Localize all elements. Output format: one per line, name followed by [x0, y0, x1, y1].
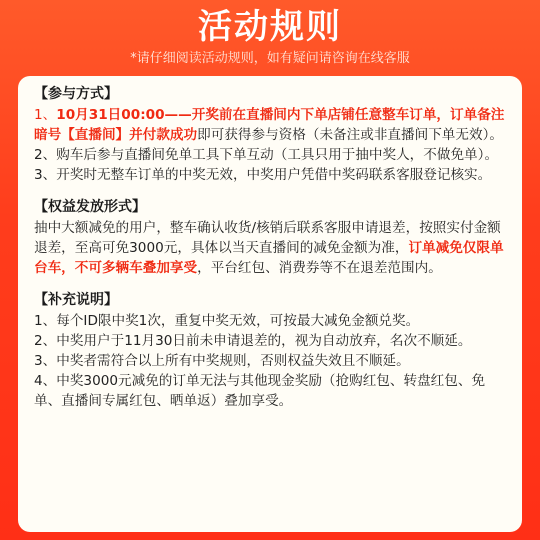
benefits-section [34, 197, 508, 278]
benefits-text-prefix: 抽中大额减免的用户，整车确认收货/核销后联系客服申请退差，按照实付金额退差，至高可免3000元，具体以当天直播间的减免金额为准， [34, 220, 501, 256]
supplement-item-4: 4、中奖3000元减免的订单无法与其他现金奖励（抢购红包、转盘红包、免单、直播间专属红包、晒单返）叠加享受。 [34, 373, 486, 409]
supplement-item-2: 2、中奖用户于11月30日前未申请退差的，视为自动放弃，名次不顺延。 [34, 333, 472, 349]
page-subtitle: *请仔细阅读活动规则，如有疑问请咨询在线客服 [130, 51, 410, 66]
benefits-text-highlight: 订单减免仅限单台车，不可多辆车叠加享受 [34, 240, 504, 276]
page-title: 活动规则 [198, 7, 342, 47]
participation-section [34, 84, 508, 185]
supplement-title: 【补充说明】 [34, 292, 118, 308]
supplement-item-3: 3、中奖者需符合以上所有中奖规则，否则权益失效且不顺延。 [34, 353, 410, 369]
benefits-text [34, 218, 508, 278]
participation-item-1 [34, 105, 508, 145]
rules-card [18, 76, 522, 532]
benefits-text-suffix: ，平台红包、消费券等不在退差范围内。 [197, 260, 442, 276]
participation-item-1-highlight: 10月31日00:00——开奖前在直播间内下单店铺任意整车订单，订单备注暗号【直播间】并付款成功 [34, 107, 505, 143]
participation-item-1-suffix: 即可获得参与资格（未备注或非直播间下单无效）。 [197, 127, 503, 143]
participation-title: 【参与方式】 [34, 86, 118, 102]
participation-item-2: 2、购车后参与直播间免单工具下单互动（工具只用于抽中奖人，不做免单）。 [34, 147, 499, 163]
supplement-item-1: 1、每个ID限中奖1次，重复中奖无效，可按最大减免金额兑奖。 [34, 313, 420, 329]
benefits-title: 【权益发放形式】 [34, 199, 146, 215]
participation-item-3: 3、开奖时无整车订单的中奖无效，中奖用户凭借中奖码联系客服登记核实。 [34, 167, 492, 183]
supplement-section [34, 290, 508, 411]
participation-item-1-prefix: 1、 [34, 107, 57, 123]
